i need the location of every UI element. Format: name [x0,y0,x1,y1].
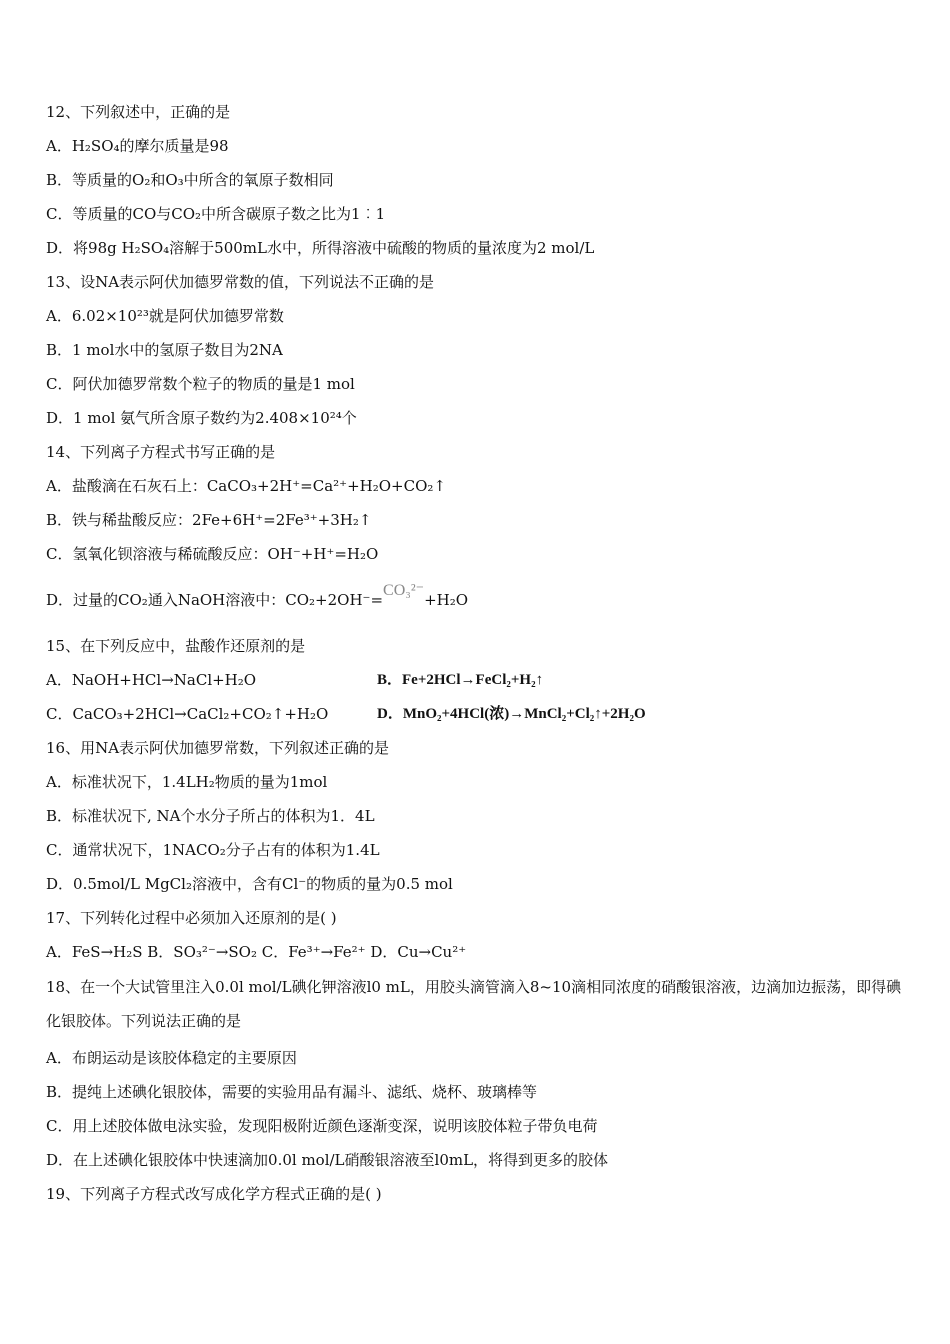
q14-d-suffix: +H₂O [424,591,469,609]
q18-option-c: C．用上述胶体做电泳实验，发现阳极附近颜色逐渐变深，说明该胶体粒子带负电荷 [46,1117,598,1135]
q14-option-a: A．盐酸滴在石灰石上：CaCO₃+2H⁺=Ca²⁺+H₂O+CO₂↑ [46,477,446,495]
q18-option-a: A．布朗运动是该胶体稳定的主要原因 [46,1049,297,1067]
q16-option-a: A．标准状况下，1.4LH₂物质的量为1mol [46,773,328,791]
q15-stem: 15、在下列反应中，盐酸作还原剂的是 [46,637,306,655]
q16-option-c: C．通常状况下，1NACO₂分子占有的体积为1.4L [46,841,380,859]
q14-option-c: C．氢氧化钡溶液与稀硫酸反应：OH⁻+H⁺=H₂O [46,545,379,563]
q17-stem: 17、下列转化过程中必须加入还原剂的是( ) [46,909,337,927]
q12-option-d: D．将98g H₂SO₄溶解于500mL水中，所得溶液中硫酸的物质的量浓度为2 mol/L [46,239,595,257]
q13-option-d: D．1 mol 氨气所含原子数约为2.408×10²⁴个 [46,409,357,427]
q13-stem: 13、设NA表示阿伏加德罗常数的值，下列说法不正确的是 [46,273,435,291]
q16-option-b: B．标准状况下, NA个水分子所占的体积为1．4L [46,807,375,825]
q12-option-b: B．等质量的O₂和O₃中所含的氧原子数相同 [46,171,334,189]
q14-d-prefix: D．过量的CO₂通入NaOH溶液中：CO₂+2OH⁻= [46,591,384,609]
q19-stem: 19、下列离子方程式改写成化学方程式正确的是( ) [46,1185,382,1203]
q13-option-b: B．1 mol水中的氢原子数目为2NA [46,341,283,359]
q15-option-c: C．CaCO₃+2HCl→CaCl₂+CO₂↑+H₂O [46,705,329,723]
carbonate-formula-image: CO₃²⁻ [383,582,425,599]
q14-option-d [46,582,469,611]
q12-option-c: C．等质量的CO与CO₂中所含碳原子数之比为1︰1 [46,205,386,223]
q14-option-b: B．铁与稀盐酸反应：2Fe+6H⁺=2Fe³⁺+3H₂↑ [46,511,372,529]
q15-option-b: B．Fe+2HCl→FeCl₂+H₂↑ [377,672,544,688]
q13-option-a: A．6.02×10²³就是阿伏加德罗常数 [46,307,284,325]
q15-option-a: A．NaOH+HCl→NaCl+H₂O [46,671,257,689]
q15-option-d: D．MnO₂+4HCl(浓)→MnCl₂+Cl₂↑+2H₂O [377,706,646,722]
q12-stem: 12、下列叙述中，正确的是 [46,103,231,121]
q18-stem: 18、在一个大试管里注入0.0l mol/L碘化钾溶液l0 mL，用胶头滴管滴入8~10滴相同浓度的硝酸银溶液，边滴加边振荡，即得碘化银胶体。下列说法正确的是 [46,978,902,1030]
q18-option-d: D．在上述碘化银胶体中快速滴加0.0l mol/L硝酸银溶液至l0mL，将得到更多的胶体 [46,1151,609,1169]
q17-options: A．FeS→H₂S B．SO₃²⁻→SO₂ C．Fe³⁺→Fe²⁺ D．Cu→Cu²⁺ [46,943,467,961]
q18-option-b: B．提纯上述碘化银胶体，需要的实验用品有漏斗、滤纸、烧杯、玻璃棒等 [46,1083,538,1101]
q14-stem: 14、下列离子方程式书写正确的是 [46,443,276,461]
q13-option-c: C．阿伏加德罗常数个粒子的物质的量是1 mol [46,375,355,393]
q16-stem: 16、用NA表示阿伏加德罗常数，下列叙述正确的是 [46,739,390,757]
q12-option-a: A．H₂SO₄的摩尔质量是98 [46,137,229,155]
q16-option-d: D．0.5mol/L MgCl₂溶液中，含有Cl⁻的物质的量为0.5 mol [46,875,453,893]
